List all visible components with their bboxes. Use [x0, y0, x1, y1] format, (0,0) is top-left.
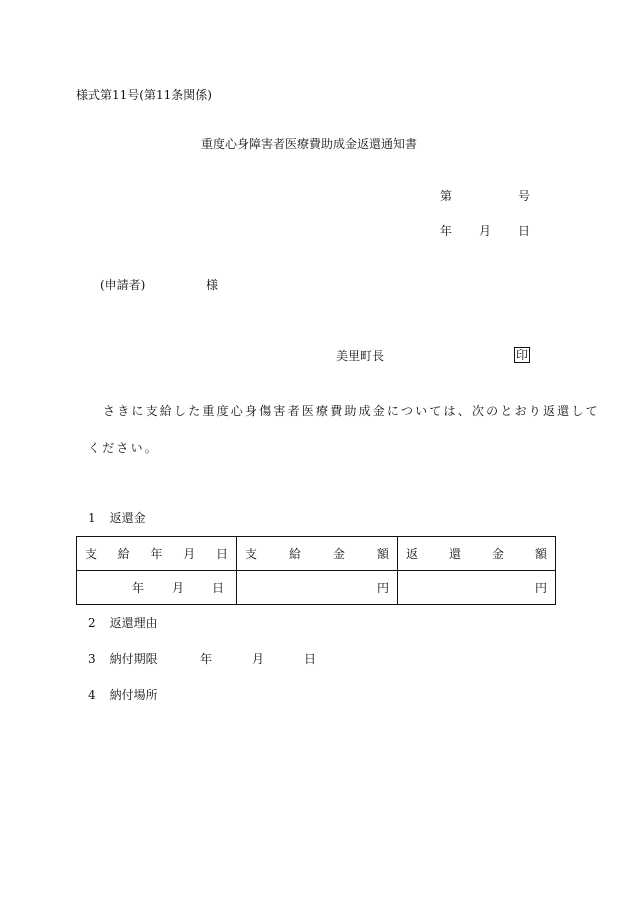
number-suffix: 号: [518, 189, 531, 203]
section4-label: 納付場所: [109, 688, 158, 702]
form-label: 様式第11号(第11条関係): [76, 88, 212, 102]
header-cell-char: 返: [406, 547, 419, 561]
seal-text: 印: [516, 348, 529, 362]
document-title: 重度心身障害者医療費助成金返還通知書: [201, 137, 418, 151]
deadline-day: 日: [304, 652, 317, 666]
header-cell-char: 給: [117, 547, 130, 561]
body-text-line2: ください。: [88, 441, 160, 455]
cell-payment-date: [77, 571, 237, 605]
refund-table: [76, 536, 556, 605]
cell-refund-amount: [398, 571, 556, 605]
header-cell-char: 金: [332, 547, 345, 561]
issuer-name: 美里町長: [336, 349, 385, 363]
header-cell-char: 支: [85, 547, 98, 561]
header-cell-char: 日: [215, 547, 228, 561]
header-refund-amount: [398, 537, 556, 571]
section1-number: 1: [88, 511, 96, 525]
cell-year: 年: [131, 581, 144, 595]
header-cell-char: 月: [183, 547, 196, 561]
body-text-line1: さきに支給した重度心身傷害者医療費助成金については、次のとおり返還して: [103, 404, 600, 418]
date-month: 月: [479, 224, 492, 238]
header-cell-char: 額: [376, 547, 389, 561]
cell-refund-unit: 円: [534, 581, 547, 595]
section4-number: 4: [88, 688, 96, 702]
number-prefix: 第: [440, 189, 453, 203]
table-row: [77, 571, 556, 605]
deadline-month: 月: [252, 652, 265, 666]
date-day: 日: [518, 224, 531, 238]
cell-month: 月: [171, 581, 184, 595]
recipient-honorific: 様: [206, 278, 219, 292]
table-header-row: [77, 537, 556, 571]
section3-label: 納付期限: [109, 652, 158, 666]
cell-day: 日: [211, 581, 224, 595]
section2-number: 2: [88, 616, 96, 630]
header-cell-char: 年: [150, 547, 163, 561]
section4-heading: [88, 689, 158, 701]
seal-mark: [514, 347, 530, 363]
header-cell-char: 金: [491, 547, 504, 561]
header-cell-char: 支: [245, 547, 258, 561]
date-year: 年: [440, 224, 453, 238]
section3-heading: [88, 653, 158, 665]
header-cell-char: 額: [534, 547, 547, 561]
section1-label: 返還金: [109, 511, 146, 525]
section2-label: 返還理由: [109, 616, 158, 630]
section2-heading: [88, 617, 158, 629]
header-payment-date: [77, 537, 237, 571]
deadline-year: 年: [200, 652, 213, 666]
cell-payment-amount: [237, 571, 398, 605]
section1-heading: [88, 512, 146, 524]
recipient-label: (申請者): [100, 278, 146, 292]
cell-paid-unit: 円: [376, 581, 389, 595]
section3-number: 3: [88, 652, 96, 666]
header-payment-amount: [237, 537, 398, 571]
header-cell-char: 還: [448, 547, 461, 561]
header-cell-char: 給: [288, 547, 301, 561]
